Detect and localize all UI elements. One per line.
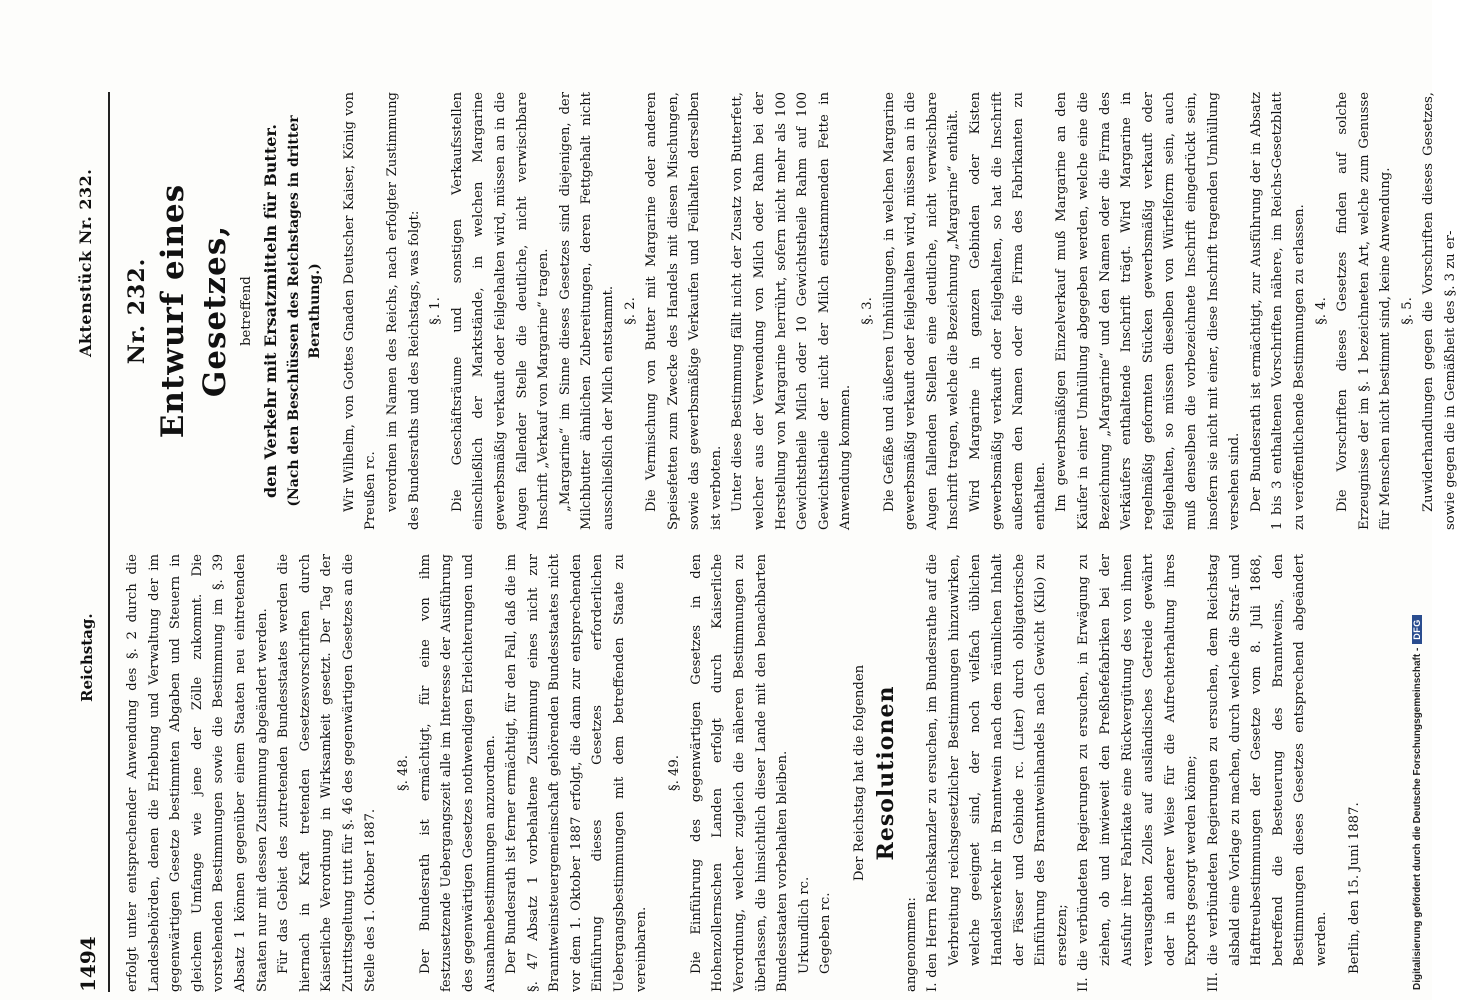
date-line: Berlin, den 15. Juni 1887. <box>1347 802 1363 974</box>
betreffend-line: betreffend <box>239 276 254 346</box>
preamble-continued: verordnen im Namen des Reichs, nach erfolgter Zustimmung des Bundesraths und des Reichstags, was folgt: <box>384 92 422 530</box>
resolutions-heading: Resolutionen <box>872 685 899 861</box>
preamble: Wir Wilhelm, von Gottes Gnaden Deutscher Kaiser, König von Preußen rc. <box>341 92 379 530</box>
paragraph: „Margarine“ im Sinne dieses Gesetzes sind diejenigen, der Milchbutter ähnlichen Zubereitungen, deren Fettgehalt nicht ausschließlich der Milch entstammt. <box>557 92 616 530</box>
running-header <box>76 92 106 992</box>
resolution-item-2: II. die verbündeten Regierungen zu ersuchen, in Erwägung zu ziehen, ob und inwieweit den Preßhefefabriken bei der Ausfuhr ihrer Fabrikate eine Rückvergütung des von ihnen verausgabten Zolles auf ausländisches Getreide gewährt oder in anderer Weise für die Aufrechterhaltung ihres Exports gesorgt werden könne; <box>1076 554 1200 992</box>
aktenstueck-label: Aktenstück Nr. 232. <box>76 168 95 357</box>
document-title: Entwurf eines Gesetzes, <box>155 183 233 439</box>
document-subject: den Verkehr mit Ersatzmitteln für Butter. <box>260 124 280 498</box>
left-column <box>122 554 1366 992</box>
section-heading-49: §. 49. <box>667 755 683 791</box>
paragraph: Der Bundesrath ist ermächtigt, zur Ausführung der in Absatz 1 bis 3 enthaltenen Vorschriften nähere, im Reichs-Gesetzblatt zu veröffentlichende Bestimmungen zu erlassen. <box>1248 92 1307 530</box>
gegeben-line: Gegeben rc. <box>818 892 834 974</box>
section-heading-5: §. 5. <box>1399 297 1415 325</box>
section-heading-2: §. 2. <box>622 297 638 325</box>
header-title: Reichstag. <box>78 613 96 702</box>
header-rule <box>108 92 110 992</box>
dfg-logo: DFG <box>1412 615 1422 644</box>
credit-text: Digitalisierung gefördert durch die Deutsche Forschungsgemeinschaft - <box>1412 647 1423 990</box>
section-heading-4: §. 4. <box>1313 297 1329 325</box>
angenommen-line: angenommen: <box>903 897 919 992</box>
paragraph: Die Geschäftsräume und sonstigen Verkaufsstellen einschließlich der Marktstände, in welchen Margarine gewerbsmäßig verkauft oder feilgehalten wird, müssen an in die Augen fallender Stelle die deutliche, nicht verwischbare Inschrift „Verkauf von Margarine“ tragen. <box>449 92 552 530</box>
paragraph: Im gewerbsmäßigen Einzelverkauf muß Margarine an den Käufer in einer Umhüllung abgegeben werden, welche eine die Bezeichnung „Margarine“ und den Namen oder die Firma des Verkäufers enthaltende Inschrift trägt. Wird Margarine in regelmäßig geformten Stücken gewerbsmäßig verkauft oder feilgehalten, so müssen dieselben von Würfelform sein, auch muß denselben die vorbezeichnete Inschrift eingedrückt sein, insofern sie nicht mit einer, diese Inschrift tragenden Umhüllung versehen sind. <box>1054 92 1243 530</box>
urkundlich-line: Urkundlich rc. <box>796 876 812 974</box>
section-heading-3: §. 3. <box>860 297 876 325</box>
paragraph: erfolgt unter entsprechender Anwendung des §. 2 durch die Landesbehörden, denen die Erhebung und Verwaltung der im gegenwärtigen Gesetze bestimmten Abgaben und Steuern in gleichem Umfange wie jene der Zölle zukommt. Die vorstehenden Bestimmungen sowie die Bestimmung im §. 39 Absatz 1 können gegenüber einem Staaten neu eintretenden Staaten nur mit dessen Zustimmung abgeändert werden. <box>125 554 270 992</box>
paragraph: Der Bundesrath ist ermächtigt, für eine von ihm festzusetzende Uebergangszeit alle im Interesse der Ausführung des gegenwärtigen Gesetzes nothwendigen Erleichterungen und Ausnahmebestimmungen anzuordnen. <box>417 554 498 992</box>
right-column <box>122 92 1462 530</box>
paragraph: Der Bundesrath ist ferner ermächtigt, für den Fall, daß die im §. 47 Absatz 1 vorbehaltene Zustimmung eines nicht zur Branntweinsteuergemeinschaft gehörenden Bundesstaates nicht vor dem 1. Oktober 1887 erfolgt, die dann zur entsprechenden Einführung dieses Gesetzes erforderlichen Uebergangsbestimmungen mit dem betreffenden Staate zu vereinbaren. <box>504 554 649 992</box>
beschluss-note: (Nach den Beschlüssen des Reichstages in dritter Berathung.) <box>285 115 324 507</box>
resolution-item-1: I. den Herrn Reichskanzler zu ersuchen, im Bundesrathe auf die Verbreitung reichsgesetzlicher Bestimmungen hinzuwirken, welche geeignet sind, der noch vielfach üblichen Handelsverkehr in Branntwein nach dem räumlichen Inhalt der Fässer und Gebinde rc. (Liter) durch obligatorische Einführung des Branntweinhandels nach Gewicht (Kilo) zu ersetzen; <box>925 554 1070 992</box>
paragraph: Wird Margarine in ganzen Gebinden oder Kisten gewerbsmäßig verkauft oder feilgehalten, so hat die Inschrift außerdem den Namen oder die Firma des Fabrikanten zu enthalten. <box>968 92 1048 530</box>
section-heading-1: §. 1. <box>428 297 444 325</box>
paragraph: Die Gefäße und äußeren Umhüllungen, in welchen Margarine gewerbsmäßig verkauft oder feilgehalten wird, müssen an in die Augen fallenden Stellen eine deutliche, nicht verwischbare Inschrift tragen, welche die Bezeichnung „Margarine“ enthält. <box>881 92 962 530</box>
resolutions-intro: Der Reichstag hat die folgenden <box>852 664 867 882</box>
digitization-credit <box>1412 615 1423 990</box>
paragraph: Für das Gebiet des zutretenden Bundesstaates werden die hiernach in Kraft tretenden Gesetzesvorschriften durch Kaiserliche Verordnung in Wirksamkeit gesetzt. Der Tag der Zutrittsgeltung tritt für §. 46 des gegenwärtigen Gesetzes an die Stelle des 1. Oktober 1887. <box>276 554 378 992</box>
resolution-item-3: III. die verbündeten Regierungen zu ersuchen, dem Reichstag alsbald eine Vorlage zu machen, durch welche die Straf- und Hafttreubestimmungen der Gesetze vom 8. Juli 1868, betreffend die Besteuerung des Branntweins, den Bestimmungen dieses Gesetzes entsprechend abgeändert werden. <box>1205 554 1329 992</box>
paragraph: Unter diese Bestimmung fällt nicht der Zusatz von Butterfett, welcher aus der Verwendung von Milch oder Rahm bei der Herstellung von Margarine herrührt, sofern nicht mehr als 100 Gewichtstheile Milch oder 10 Gewichtstheile Rahm auf 100 Gewichtstheile der nicht der Milch entstammenden Fette in Anwendung kommen. <box>730 92 854 530</box>
section-heading-48: §. 48. <box>396 755 412 791</box>
page-number: 1494 <box>76 936 100 992</box>
paragraph: Die Vermischung von Butter mit Margarine oder anderen Speisefetten zum Zwecke des Handels mit diesen Mischungen, sowie das gewerbsmäßige Verkaufen und Feilhalten derselben ist verboten. <box>644 92 724 530</box>
document-number: Nr. 232. <box>124 257 150 365</box>
paragraph: Die Vorschriften dieses Gesetzes finden auf solche Erzeugnisse der im §. 1 bezeichneten Art, welche zum Genusse für Menschen nicht bestimmt sind, keine Anwendung. <box>1335 92 1394 530</box>
paragraph: Zuwiderhandlungen gegen die Vorschriften dieses Gesetzes, sowie gegen die in Gemäßheit des §. 3 zu er- <box>1421 92 1459 530</box>
paragraph: Die Einführung des gegenwärtigen Gesetzes in den Hohenzollernschen Landen erfolgt durch Kaiserliche Verordnung, welcher zugleich die näheren Bestimmungen zu überlassen, die hinsichtlich dieser Lande mit den benachbarten Bundesstaaten vorbehalten bleiben. <box>688 554 791 992</box>
